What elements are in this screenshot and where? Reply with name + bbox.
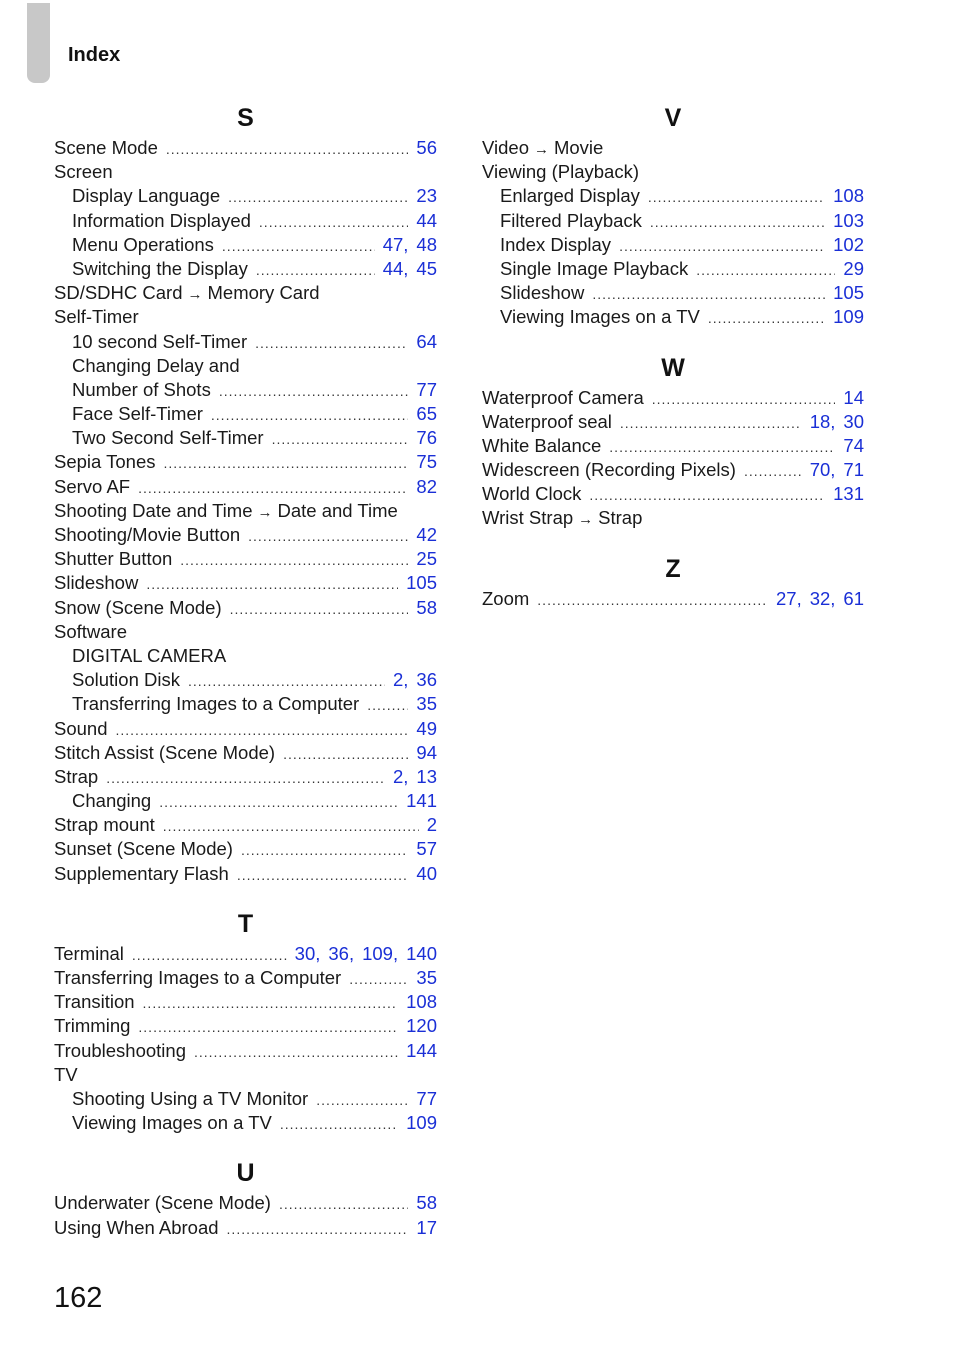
page-links: [406, 1014, 437, 1038]
index-entry: [482, 506, 864, 530]
entry-term: World Clock: [482, 483, 582, 505]
page-link[interactable]: 58: [416, 1192, 437, 1214]
page-link[interactable]: 30: [843, 410, 864, 432]
section-tab: [27, 3, 50, 83]
page-links: [833, 233, 864, 257]
leader-dots: [256, 258, 375, 282]
page-links: [416, 862, 437, 886]
index-subentry: [482, 184, 864, 208]
index-entry: [54, 1191, 437, 1215]
page-links: [810, 410, 864, 434]
entry-term: Video: [482, 137, 529, 158]
entry-term: Menu Operations: [72, 233, 214, 255]
index-entry: [54, 765, 437, 789]
page-link[interactable]: 32: [809, 587, 831, 609]
page-link[interactable]: 42: [416, 524, 437, 545]
entry-term: Two Second Self-Timer: [72, 427, 264, 449]
page-separator: ,: [830, 410, 836, 432]
index-subentry: [54, 692, 437, 716]
index-subentry: [54, 378, 437, 402]
leader-dots: [652, 387, 836, 411]
leader-dots: [132, 943, 287, 967]
leader-dots: [349, 967, 408, 991]
page-link[interactable]: 105: [833, 282, 864, 304]
leader-dots: [237, 863, 409, 887]
page-links: [416, 966, 437, 990]
leader-dots: [367, 693, 408, 717]
leader-dots: [219, 379, 409, 403]
page-link[interactable]: 70: [809, 459, 831, 481]
entry-term: Shooting Using a TV Monitor: [72, 1087, 309, 1109]
leader-dots: [650, 210, 825, 234]
page-link[interactable]: 109: [362, 942, 393, 964]
page-separator: ,: [315, 942, 321, 964]
index-subentry: [54, 668, 437, 692]
page-links: [416, 596, 437, 620]
index-entry: [54, 571, 437, 595]
entry-term: Waterproof Camera: [482, 386, 644, 408]
page-link[interactable]: 49: [416, 717, 437, 739]
page-link[interactable]: 108: [833, 185, 864, 207]
entry-term: Wrist Strap: [482, 507, 574, 529]
entry-term: Screen: [54, 161, 113, 183]
entry-term: Viewing (Playback): [482, 161, 639, 183]
section-letter: W: [661, 353, 685, 382]
page-link[interactable]: 18: [809, 410, 831, 432]
leader-dots: [211, 403, 409, 427]
page-links: [406, 990, 437, 1014]
entry-term: Sunset (Scene Mode): [54, 838, 233, 860]
page-links: [416, 837, 437, 861]
page-links: [416, 741, 437, 765]
page-link[interactable]: 30: [294, 942, 316, 964]
page-link[interactable]: 56: [416, 137, 437, 158]
page-link[interactable]: 102: [833, 233, 864, 255]
page-links: [416, 426, 437, 450]
page-link[interactable]: 140: [406, 942, 437, 964]
page-links: [416, 184, 437, 208]
page-separator: ,: [403, 257, 409, 279]
index-entry: [54, 475, 437, 499]
index-subentry: [54, 789, 437, 813]
entry-term: Viewing Images on a TV: [500, 306, 700, 328]
entry-term: Terminal: [54, 942, 124, 964]
see-arrow-icon: →: [257, 503, 273, 521]
leader-dots: [255, 331, 408, 355]
page-link[interactable]: 48: [416, 233, 437, 255]
entry-term: Sepia Tones: [54, 451, 156, 473]
page-link[interactable]: 120: [406, 1015, 437, 1037]
index-entry: [54, 990, 437, 1014]
page-header-title: Index: [68, 44, 121, 66]
index-entry: [482, 458, 864, 482]
page-link[interactable]: 58: [416, 596, 437, 618]
leader-dots: [166, 137, 409, 161]
entry-term: Enlarged Display: [500, 185, 640, 207]
leader-dots: [230, 597, 409, 621]
page-links: [843, 386, 864, 410]
page-link[interactable]: 27: [775, 587, 797, 609]
entry-term: Servo AF: [54, 475, 131, 497]
entry-term: Stitch Assist (Scene Mode): [54, 741, 276, 763]
index-subentry: [54, 426, 437, 450]
index-entry: [482, 587, 864, 611]
page-links: [416, 717, 437, 741]
index-subentry: [482, 305, 864, 329]
page-links: [295, 942, 437, 966]
entry-term: Waterproof seal: [482, 410, 612, 432]
section-letter: V: [664, 104, 682, 132]
page-link[interactable]: 144: [406, 1039, 437, 1061]
leader-dots: [116, 718, 409, 742]
page-links: [833, 281, 864, 305]
page-links: [416, 1216, 437, 1240]
index-subentry: [54, 257, 437, 281]
leader-dots: [138, 1015, 398, 1039]
page-links: [416, 692, 437, 716]
index-entry: [482, 386, 864, 410]
leader-dots: [283, 742, 408, 766]
page-separator: ,: [830, 459, 836, 481]
page-link[interactable]: 44: [382, 257, 404, 279]
section-letter: T: [237, 909, 254, 938]
page-link[interactable]: 77: [416, 1087, 437, 1109]
page-link[interactable]: 36: [416, 669, 437, 691]
page-link[interactable]: 109: [406, 1112, 437, 1134]
index-entry: [482, 410, 864, 434]
page-links: [833, 209, 864, 233]
page-link[interactable]: 40: [416, 862, 437, 884]
index-entry: [482, 482, 864, 506]
leader-dots: [279, 1192, 408, 1216]
leader-dots: [744, 459, 802, 483]
index-entry: [482, 136, 864, 160]
index-entry: [54, 1063, 437, 1087]
entry-term: Number of Shots: [72, 378, 211, 400]
index-entry: [54, 281, 437, 305]
leader-dots: [248, 524, 408, 548]
entry-term: Transferring Images to a Computer: [72, 693, 360, 715]
leader-dots: [272, 427, 409, 451]
index-section: [54, 906, 437, 1136]
leader-dots: [222, 234, 375, 258]
page-links: [406, 1039, 437, 1063]
entry-term: Index Display: [500, 233, 612, 255]
index-entry: [482, 434, 864, 458]
entry-term: White Balance: [482, 434, 602, 456]
index-entry: [54, 305, 437, 329]
page-links: [406, 789, 437, 813]
entry-term: DIGITAL CAMERA: [72, 644, 227, 666]
page-links: [833, 482, 864, 506]
entry-term: Shooting Date and Time: [54, 499, 253, 521]
entry-term: Display Language: [72, 185, 221, 207]
index-entry: [54, 837, 437, 861]
leader-dots: [106, 766, 385, 790]
entry-term: Slideshow: [54, 572, 139, 594]
page-separator: ,: [392, 942, 399, 964]
leader-dots: [143, 991, 399, 1015]
page-links: [810, 458, 864, 482]
index-subentry: [54, 1111, 437, 1135]
leader-dots: [146, 572, 398, 596]
leader-dots: [280, 1112, 398, 1136]
index-section: [482, 100, 864, 330]
page-links: [776, 587, 864, 611]
entry-term: Using When Abroad: [54, 1216, 219, 1238]
index-entry: [54, 966, 437, 990]
entry-term: TV: [54, 1063, 78, 1085]
index-column-left: [54, 100, 437, 1260]
page-link[interactable]: 14: [843, 386, 864, 408]
entry-term: Shutter Button: [54, 548, 173, 570]
index-entry: [54, 136, 437, 160]
entry-term: SD/SDHC Card: [54, 282, 183, 304]
leader-dots: [609, 435, 835, 459]
index-entry: [54, 1014, 437, 1038]
page-links: [416, 1191, 437, 1215]
leader-dots: [228, 185, 408, 209]
page-link[interactable]: 45: [416, 257, 437, 279]
leader-dots: [227, 1217, 409, 1241]
entry-term: Zoom: [482, 587, 530, 609]
index-section: [482, 551, 864, 611]
leader-dots: [696, 258, 835, 282]
index-entry: [482, 160, 864, 184]
page-link[interactable]: 71: [843, 459, 864, 481]
page-links: [383, 233, 437, 257]
page-links: [406, 571, 437, 595]
index-entry: [54, 741, 437, 765]
page-link[interactable]: 2: [392, 669, 404, 691]
index-entry: [54, 862, 437, 886]
entry-term: Supplementary Flash: [54, 862, 229, 884]
index-entry: [54, 717, 437, 741]
page-link[interactable]: 47: [382, 233, 404, 255]
page-link[interactable]: 65: [416, 403, 437, 425]
page-link[interactable]: 64: [416, 330, 437, 352]
leader-dots: [164, 451, 409, 475]
entry-term: Troubleshooting: [54, 1039, 186, 1061]
page-links: [416, 523, 437, 547]
index-entry: [54, 1216, 437, 1240]
section-letter: S: [237, 104, 254, 132]
page-links: [416, 547, 437, 571]
section-letter: Z: [665, 554, 681, 583]
page-link[interactable]: 76: [416, 427, 437, 449]
index-entry: [54, 450, 437, 474]
page-link[interactable]: 141: [406, 790, 437, 812]
index-entry: [54, 942, 437, 966]
page-link[interactable]: 25: [416, 548, 437, 570]
page-links: [833, 184, 864, 208]
page-links: [393, 668, 437, 692]
page-links: [843, 257, 864, 281]
entry-term: Slideshow: [500, 282, 585, 304]
index-subentry: [54, 1087, 437, 1111]
entry-term: Trimming: [54, 1015, 131, 1037]
page-links: [416, 378, 437, 402]
page-link[interactable]: 57: [416, 838, 437, 860]
page-link[interactable]: 77: [416, 378, 437, 400]
leader-dots: [163, 814, 419, 838]
page-separator: ,: [796, 587, 802, 609]
page-links: [416, 475, 437, 499]
page-link[interactable]: 29: [843, 257, 864, 279]
section-letter: U: [236, 1159, 255, 1188]
index-entry: [54, 813, 437, 837]
index-subentry: [54, 233, 437, 257]
page-links: [416, 1087, 437, 1111]
index-subentry: [54, 209, 437, 233]
entry-term: Self-Timer: [54, 306, 139, 328]
leader-dots: [648, 185, 825, 209]
page-link[interactable]: 109: [833, 306, 864, 328]
page-separator: ,: [403, 765, 409, 787]
index-subentry: [54, 354, 437, 378]
entry-term: Shooting/Movie Button: [54, 524, 241, 545]
index-subentry: [482, 209, 864, 233]
page-links: [416, 136, 437, 160]
page-separator: ,: [403, 669, 409, 691]
entry-term: Strap mount: [54, 814, 155, 836]
entry-term: Face Self-Timer: [72, 403, 203, 425]
entry-term: Widescreen (Recording Pixels): [482, 459, 736, 481]
index-subentry: [54, 184, 437, 208]
entry-term: Snow (Scene Mode): [54, 596, 222, 618]
page-link[interactable]: 17: [416, 1216, 437, 1238]
index-entry: [54, 620, 437, 644]
index-subentry: [482, 281, 864, 305]
page-link[interactable]: 2: [426, 814, 437, 836]
page-links: [416, 330, 437, 354]
leader-dots: [138, 476, 408, 500]
index-entry: [54, 547, 437, 571]
index-subentry: [54, 644, 437, 668]
leader-dots: [708, 306, 825, 330]
entry-term: Solution Disk: [72, 669, 180, 691]
index-column-right: [482, 100, 864, 631]
leader-dots: [180, 548, 408, 572]
index-entry: [54, 596, 437, 620]
leader-dots: [589, 483, 825, 507]
see-arrow-icon: →: [578, 511, 594, 529]
page-link[interactable]: 13: [416, 765, 437, 787]
index-entry: [54, 160, 437, 184]
index-subentry: [482, 233, 864, 257]
index-entry: [54, 499, 437, 523]
leader-dots: [194, 1040, 398, 1064]
index-subentry: [54, 330, 437, 354]
page-link[interactable]: 108: [406, 991, 437, 1013]
index-section: [54, 100, 437, 886]
leader-dots: [620, 411, 802, 435]
page-link[interactable]: 36: [328, 942, 349, 964]
leader-dots: [259, 210, 409, 234]
page-link[interactable]: 94: [416, 741, 437, 763]
page-link[interactable]: 23: [416, 185, 437, 207]
page-link[interactable]: 82: [416, 475, 437, 497]
page-links: [406, 1111, 437, 1135]
page-links: [427, 813, 437, 837]
page-links: [416, 450, 437, 474]
page-link[interactable]: 74: [843, 434, 864, 456]
see-arrow-icon: →: [187, 286, 203, 304]
page-number: 162: [54, 1282, 103, 1314]
leader-dots: [316, 1088, 408, 1112]
index-subentry: [54, 402, 437, 426]
page-links: [416, 209, 437, 233]
see-reference: Strap: [598, 507, 643, 529]
page-links: [416, 402, 437, 426]
entry-term: 10 second Self-Timer: [72, 330, 248, 352]
see-reference: Memory Card: [207, 282, 320, 304]
page-links: [833, 305, 864, 329]
page-link[interactable]: 61: [843, 587, 864, 609]
leader-dots: [537, 588, 768, 612]
see-arrow-icon: →: [533, 141, 549, 158]
page-link[interactable]: 35: [416, 693, 437, 715]
leader-dots: [241, 838, 408, 862]
entry-term: Transferring Images to a Computer: [54, 967, 342, 988]
see-reference: Movie: [553, 137, 604, 158]
page-separator: ,: [830, 587, 836, 609]
entry-term: Switching the Display: [72, 257, 248, 279]
page-link[interactable]: 44: [416, 209, 437, 231]
entry-term: Scene Mode: [54, 137, 158, 158]
see-reference: Date and Time: [277, 499, 398, 521]
entry-term: Strap: [54, 765, 99, 787]
leader-dots: [592, 282, 825, 306]
leader-dots: [159, 790, 398, 814]
entry-term: Software: [54, 620, 128, 642]
entry-term: Single Image Playback: [500, 257, 689, 279]
leader-dots: [188, 669, 385, 693]
page-links: [843, 434, 864, 458]
index-subentry: [482, 257, 864, 281]
page-link[interactable]: 2: [392, 765, 404, 787]
page-link[interactable]: 35: [416, 967, 437, 988]
entry-term: Underwater (Scene Mode): [54, 1192, 271, 1214]
index-section: [54, 1155, 437, 1239]
index-entry: [54, 523, 437, 547]
entry-term: Information Displayed: [72, 209, 251, 231]
entry-term: Viewing Images on a TV: [72, 1112, 272, 1134]
page-link[interactable]: 103: [833, 209, 864, 231]
index-entry: [54, 1039, 437, 1063]
page-link[interactable]: 105: [406, 572, 437, 594]
entry-term: Changing Delay and: [72, 354, 240, 376]
entry-term: Sound: [54, 717, 108, 739]
entry-term: Filtered Playback: [500, 209, 642, 231]
page-link[interactable]: 131: [833, 483, 864, 505]
page-separator: ,: [403, 233, 409, 255]
page-links: [383, 257, 437, 281]
page-separator: ,: [348, 942, 355, 964]
entry-term: Changing: [72, 790, 152, 812]
page-links: [393, 765, 437, 789]
leader-dots: [619, 234, 825, 258]
entry-term: Transition: [54, 991, 135, 1013]
page-link[interactable]: 75: [416, 451, 437, 473]
index-section: [482, 350, 864, 531]
